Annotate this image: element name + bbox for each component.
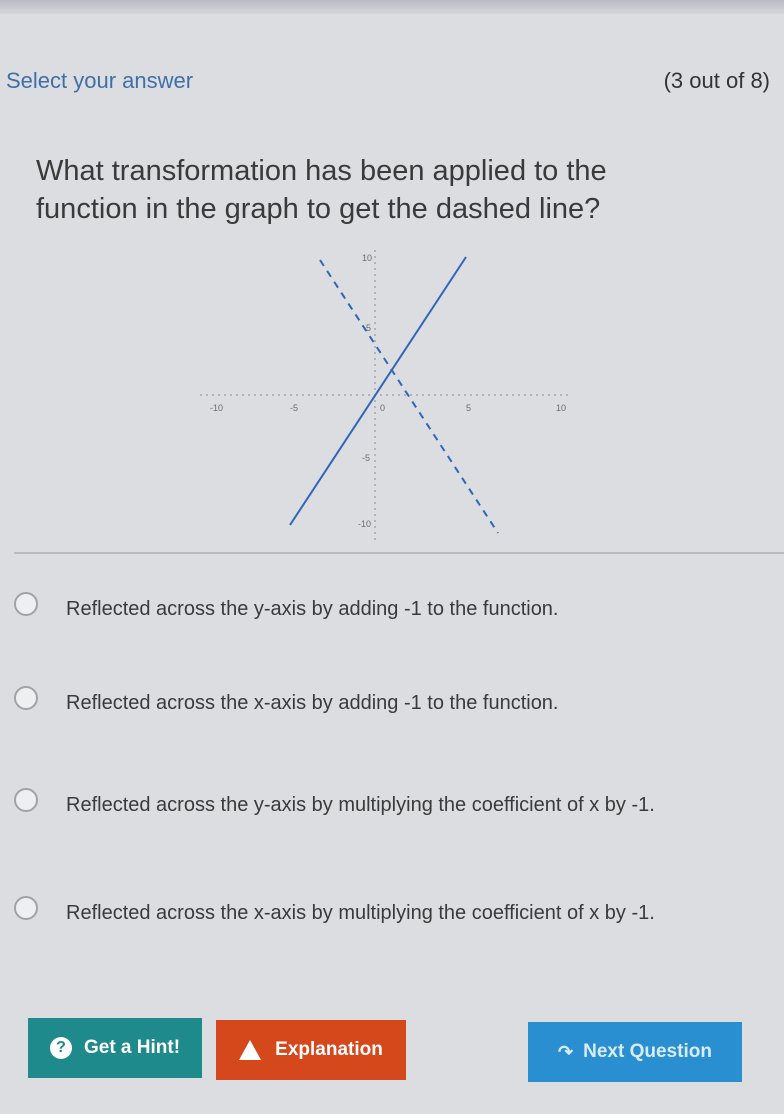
explanation-button[interactable] — [216, 1020, 406, 1080]
dashed-transformed-line — [320, 260, 498, 533]
x-tick-5: 5 — [466, 403, 472, 413]
x-tick-neg5: -5 — [290, 403, 299, 413]
warning-icon — [239, 1040, 261, 1060]
answer-option-text[interactable]: Reflected across the x-axis by multiplying the coefficient of x by -1. — [66, 902, 655, 924]
radio-circle-icon[interactable] — [14, 686, 38, 710]
answer-option-text[interactable]: Reflected across the y-axis by adding -1 to the function. — [66, 598, 559, 620]
x-tick-0: 0 — [380, 403, 386, 413]
question-mark-icon: ? — [50, 1037, 72, 1059]
y-tick-10: 10 — [362, 253, 373, 263]
top-bar — [0, 0, 784, 14]
question-text: What transformation has been applied to the function in the graph to get the dashed line? — [36, 155, 607, 225]
next-question-button[interactable] — [528, 1022, 742, 1082]
y-tick-5: 5 — [366, 323, 372, 333]
graph-divider — [14, 552, 784, 554]
solid-function-line — [290, 257, 466, 525]
next-question-label: Next Question — [583, 1041, 712, 1062]
radio-circle-icon[interactable] — [14, 592, 38, 616]
radio-circle-icon[interactable] — [14, 896, 38, 920]
get-hint-button[interactable] — [28, 1018, 202, 1078]
get-hint-label: Get a Hint! — [83, 1037, 181, 1058]
x-tick-10: 10 — [556, 403, 567, 413]
question-header — [0, 58, 784, 102]
y-tick-neg5: -5 — [362, 453, 371, 463]
next-arrow-icon: ↷ — [558, 1041, 574, 1062]
answer-option-text[interactable]: Reflected across the x-axis by adding -1 to the function. — [66, 692, 559, 714]
graph-svg — [170, 245, 590, 545]
explanation-label: Explanation — [275, 1039, 383, 1060]
question-progress: (3 out of 8) — [663, 68, 770, 93]
answer-option-text[interactable]: Reflected across the y-axis by multiplying the coefficient of x by -1. — [66, 794, 655, 816]
radio-circle-icon[interactable] — [14, 788, 38, 812]
function-graph — [170, 245, 590, 545]
x-tick-neg10: -10 — [210, 403, 224, 413]
y-tick-neg10: -10 — [358, 519, 372, 529]
header-title: Select your answer — [6, 68, 194, 93]
